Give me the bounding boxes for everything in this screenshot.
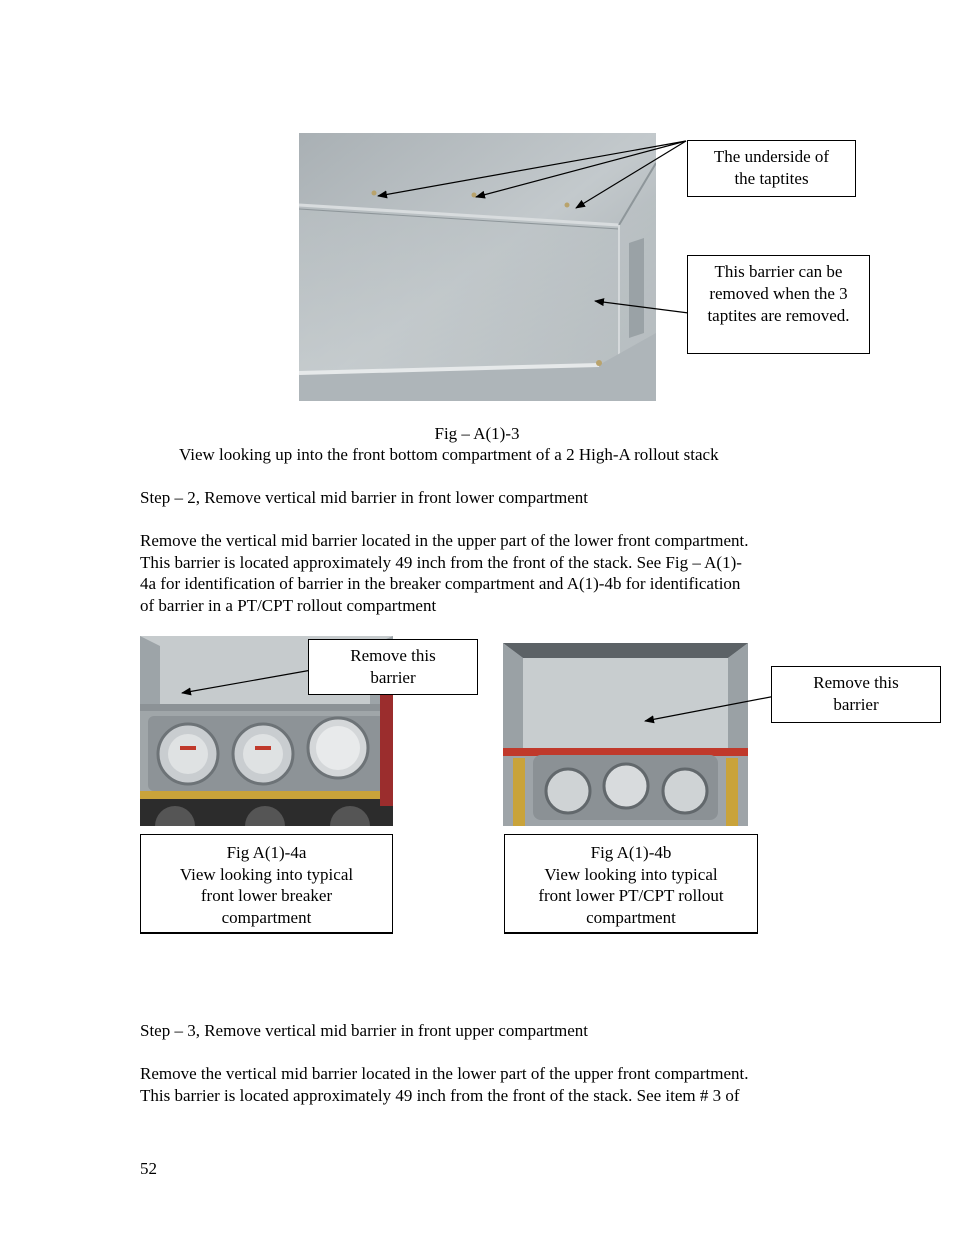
callout-barrier-removable: This barrier can be removed when the 3 taptites are removed. [687, 255, 870, 354]
arrow-4b-barrier [645, 694, 786, 721]
figure-a1-4a-caption-line: compartment [221, 907, 312, 927]
callout-4a-remove-barrier: Remove this barrier [308, 639, 478, 695]
figure-a1-3-caption-title: Fig – A(1)-3 [434, 424, 520, 443]
figure-a1-3-caption-desc: View looking up into the front bottom compartment of a 2 High-A rollout stack [179, 445, 719, 464]
callout-4b-remove-barrier: Remove this barrier [771, 666, 941, 723]
figure-a1-4a-caption-line: Fig A(1)-4a [226, 843, 307, 862]
figure-a1-4b-caption-line: compartment [586, 907, 676, 927]
figure-a1-4b-caption [504, 834, 758, 934]
step-2-heading: Step – 2, Remove vertical mid barrier in front lower compartment [140, 488, 589, 507]
step-2-paragraph: Remove the vertical mid barrier located in the upper part of the lower front compartment. This barrier is located approximately 49 inch from the front of the stack. See Fig – A(1)- 4a for identification of barrier in the breaker compartment and A(1)-4b for identification of barrier in a PT/CPT rollout compartment [140, 531, 749, 615]
figure-a1-4b-caption-line: front lower PT/CPT rollout [538, 886, 724, 905]
page-number: 52 [140, 1159, 157, 1178]
callout-taptites-underside: The underside of the taptites [687, 140, 856, 197]
figure-a1-4a-caption-line: View looking into typical [179, 864, 354, 884]
figure-a1-4a-caption [140, 834, 393, 934]
figure-a1-4b-caption-line: Fig A(1)-4b [590, 843, 672, 862]
step-3-heading: Step – 3, Remove vertical mid barrier in front upper compartment [140, 1021, 589, 1040]
arrow-4a-barrier [182, 668, 323, 693]
figure-a1-4a-caption-line: front lower breaker [200, 886, 333, 905]
step-3-paragraph: Remove the vertical mid barrier located in the lower part of the upper front compartment. This barrier is located approximately 49 inch from the front of the stack. See item # 3 of [140, 1064, 749, 1105]
figure-a1-4b-caption-line: View looking into typical [544, 864, 718, 884]
